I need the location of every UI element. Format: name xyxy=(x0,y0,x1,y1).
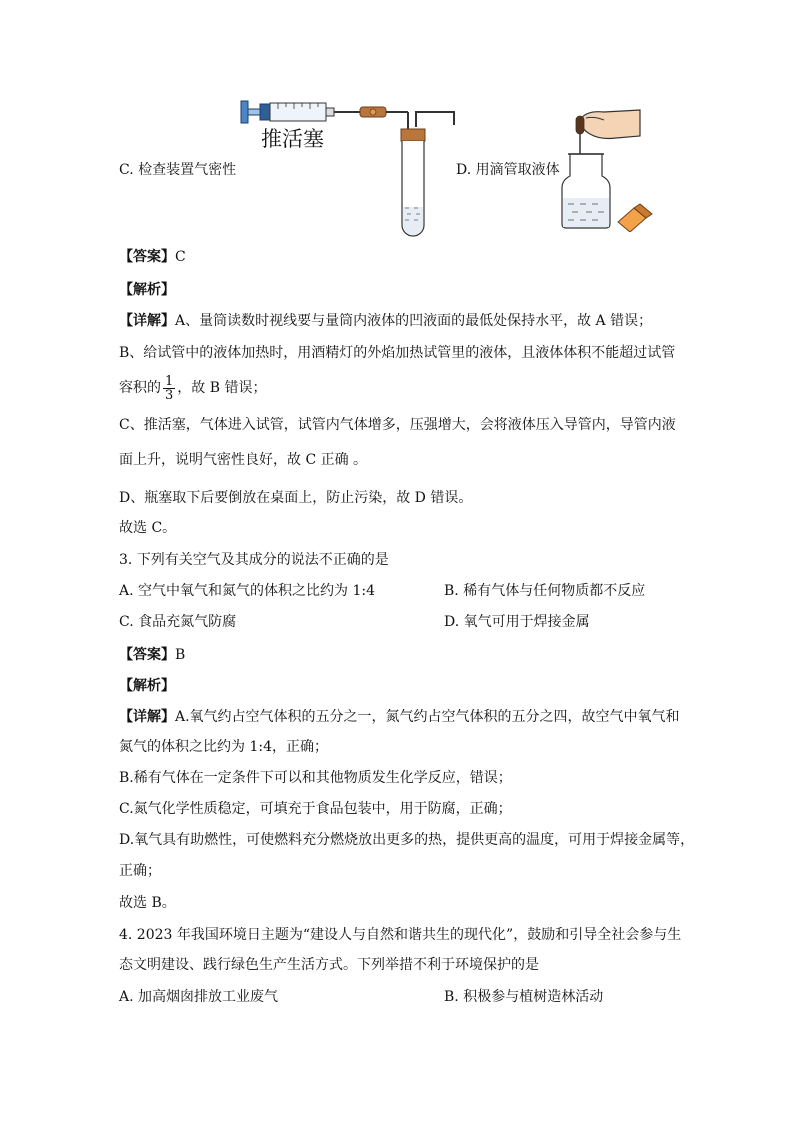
analysis-label: 【解析】 xyxy=(119,678,175,694)
fraction-denominator: 3 xyxy=(165,387,174,403)
detail-b-post: ，故 B 错误； xyxy=(177,380,267,396)
option-c-label: C. 检查装置气密性 xyxy=(119,162,237,178)
q3-detail-a-line1 xyxy=(119,707,680,727)
detail-label: 【详解】 xyxy=(119,313,175,329)
answer-label: 【答案】 xyxy=(119,249,175,265)
detail-a-text: A、量筒读数时视线要与量筒内液体的凹液面的最低处保持水平，故 A 错误； xyxy=(175,313,653,329)
detail-b-line2 xyxy=(119,374,266,402)
question-3-stem: 3. 下列有关空气及其成分的说法不正确的是 xyxy=(119,552,389,568)
detail-c-line2: 面上升，说明气密性良好，故 C 正确 。 xyxy=(119,452,368,468)
analysis-label: 【解析】 xyxy=(119,282,175,298)
q3-detail-b: B.稀有气体在一定条件下可以和其他物质发生化学反应，错误； xyxy=(119,770,512,786)
airtightness-apparatus-figure xyxy=(238,95,458,240)
q3-detail-c: C.氮气化学性质稳定，可填充于食品包装中，用于防腐，正确； xyxy=(119,801,512,817)
fraction-one-third xyxy=(163,375,175,402)
q3-detail-d-line2: 正确； xyxy=(119,863,161,879)
q3-detail-a-line2: 氮气的体积之比约为 1:4，正确； xyxy=(119,739,328,755)
detail-label: 【详解】 xyxy=(119,709,175,725)
answer-line-q2 xyxy=(119,247,186,267)
option-d-label: D. 用滴管取液体 xyxy=(456,162,560,178)
q3-option-d: D. 氧气可用于焊接金属 xyxy=(444,614,590,630)
question-4-stem-line2: 态文明建设、践行绿色生产生活方式。下列举措不利于环境保护的是 xyxy=(119,957,539,973)
answer-line-q3 xyxy=(119,645,185,665)
detail-b-line1: B、给试管中的液体加热时，用酒精灯的外焰加热试管里的液体，且液体体积不能超过试管 xyxy=(119,345,676,361)
detail-c-line1: C、推活塞，气体进入试管，试管内气体增多，压强增大，会将液体压入导管内，导管内液 xyxy=(119,417,676,433)
detail-b-pre: 容积的 xyxy=(119,380,161,396)
q4-option-a: A. 加高烟囱排放工业废气 xyxy=(119,989,279,1005)
q3-option-a: A. 空气中氧气和氮气的体积之比约为 1:4 xyxy=(119,583,375,599)
q4-option-b: B. 积极参与植树造林活动 xyxy=(444,989,604,1005)
answer-label: 【答案】 xyxy=(119,647,175,663)
q3-detail-a-text: A.氧气约占空气体积的五分之一，氮气约占空气体积的五分之四，故空气中氧气和 xyxy=(175,709,680,725)
answer-value: B xyxy=(175,647,186,663)
q3-detail-d-line1: D.氧气具有助燃性，可使燃料充分燃烧放出更多的热，提供更高的温度，可用于焊接金属等， xyxy=(119,832,695,848)
answer-value: C xyxy=(175,249,186,265)
detail-a xyxy=(119,311,652,331)
q3-option-b: B. 稀有气体与任何物质都不反应 xyxy=(444,583,646,599)
syringe-label: 推活塞 xyxy=(261,127,324,151)
fraction-numerator: 1 xyxy=(165,373,174,389)
conclusion-q2: 故选 C。 xyxy=(119,520,177,536)
detail-d: D、瓶塞取下后要倒放在桌面上，防止污染，故 D 错误。 xyxy=(119,490,473,506)
conclusion-q3: 故选 B。 xyxy=(119,895,176,911)
dropper-bottle-figure xyxy=(560,100,660,232)
q3-option-c: C. 食品充氮气防腐 xyxy=(119,614,237,630)
question-4-stem-line1: 4. 2023 年我国环境日主题为“建设人与自然和谐共生的现代化”，鼓励和引导全社会参与生 xyxy=(119,927,682,943)
